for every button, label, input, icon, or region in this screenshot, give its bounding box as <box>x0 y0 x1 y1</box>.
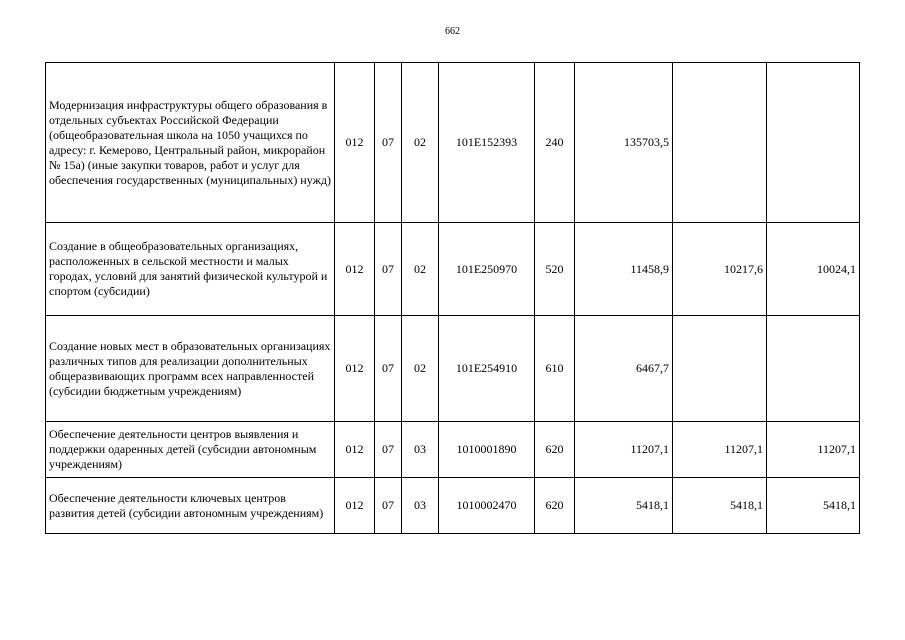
page-number: 662 <box>445 26 460 37</box>
amount-year-1: 11458,9 <box>575 223 673 316</box>
ministry-code: 012 <box>335 422 375 478</box>
ministry-code: 012 <box>335 478 375 534</box>
ministry-code: 012 <box>335 316 375 422</box>
subsection-code: 02 <box>402 316 439 422</box>
amount-year-2 <box>673 316 767 422</box>
subsection-code: 03 <box>402 478 439 534</box>
expense-description: Обеспечение деятельности центров выявления и поддержки одаренных детей (субсидии автономным учреждениям) <box>46 422 335 478</box>
expense-description: Создание в общеобразовательных организациях, расположенных в сельской местности и малых городах, условий для занятий физической культурой и спортом (субсидии) <box>46 223 335 316</box>
amount-year-2: 5418,1 <box>673 478 767 534</box>
amount-year-3 <box>767 316 860 422</box>
expense-type-code: 610 <box>535 316 575 422</box>
table-row <box>46 316 860 422</box>
table-row <box>46 478 860 534</box>
expense-type-code: 620 <box>535 422 575 478</box>
amount-year-1: 6467,7 <box>575 316 673 422</box>
target-article-code: 1010002470 <box>439 478 535 534</box>
amount-year-2 <box>673 63 767 223</box>
subsection-code: 02 <box>402 223 439 316</box>
budget-table <box>45 62 860 534</box>
expense-description: Обеспечение деятельности ключевых центров развития детей (субсидии автономным учреждениям) <box>46 478 335 534</box>
amount-year-1: 135703,5 <box>575 63 673 223</box>
expense-type-code: 620 <box>535 478 575 534</box>
target-article-code: 101E250970 <box>439 223 535 316</box>
table-row <box>46 422 860 478</box>
section-code: 07 <box>375 63 402 223</box>
amount-year-2: 11207,1 <box>673 422 767 478</box>
amount-year-1: 11207,1 <box>575 422 673 478</box>
subsection-code: 03 <box>402 422 439 478</box>
expense-description: Модернизация инфраструктуры общего образования в отдельных субъектах Российской Федерации (общеобразовательная школа на 1050 учащихся по адресу: г. Кемерово, Центральный район, микрорайон № 15а) (иные закупки товаров, работ и услуг для обеспечения государственных (муниципальных) нужд) <box>46 63 335 223</box>
expense-description: Создание новых мест в образовательных организациях различных типов для реализации дополнительных общеразвивающих программ всех направленностей (субсидии бюджетным учреждениям) <box>46 316 335 422</box>
section-code: 07 <box>375 422 402 478</box>
table-row <box>46 223 860 316</box>
amount-year-3 <box>767 63 860 223</box>
amount-year-1: 5418,1 <box>575 478 673 534</box>
section-code: 07 <box>375 478 402 534</box>
ministry-code: 012 <box>335 63 375 223</box>
ministry-code: 012 <box>335 223 375 316</box>
amount-year-2: 10217,6 <box>673 223 767 316</box>
target-article-code: 101E254910 <box>439 316 535 422</box>
subsection-code: 02 <box>402 63 439 223</box>
amount-year-3: 11207,1 <box>767 422 860 478</box>
expense-type-code: 240 <box>535 63 575 223</box>
table-row <box>46 63 860 223</box>
section-code: 07 <box>375 316 402 422</box>
section-code: 07 <box>375 223 402 316</box>
amount-year-3: 5418,1 <box>767 478 860 534</box>
expense-type-code: 520 <box>535 223 575 316</box>
target-article-code: 1010001890 <box>439 422 535 478</box>
amount-year-3: 10024,1 <box>767 223 860 316</box>
target-article-code: 101E152393 <box>439 63 535 223</box>
